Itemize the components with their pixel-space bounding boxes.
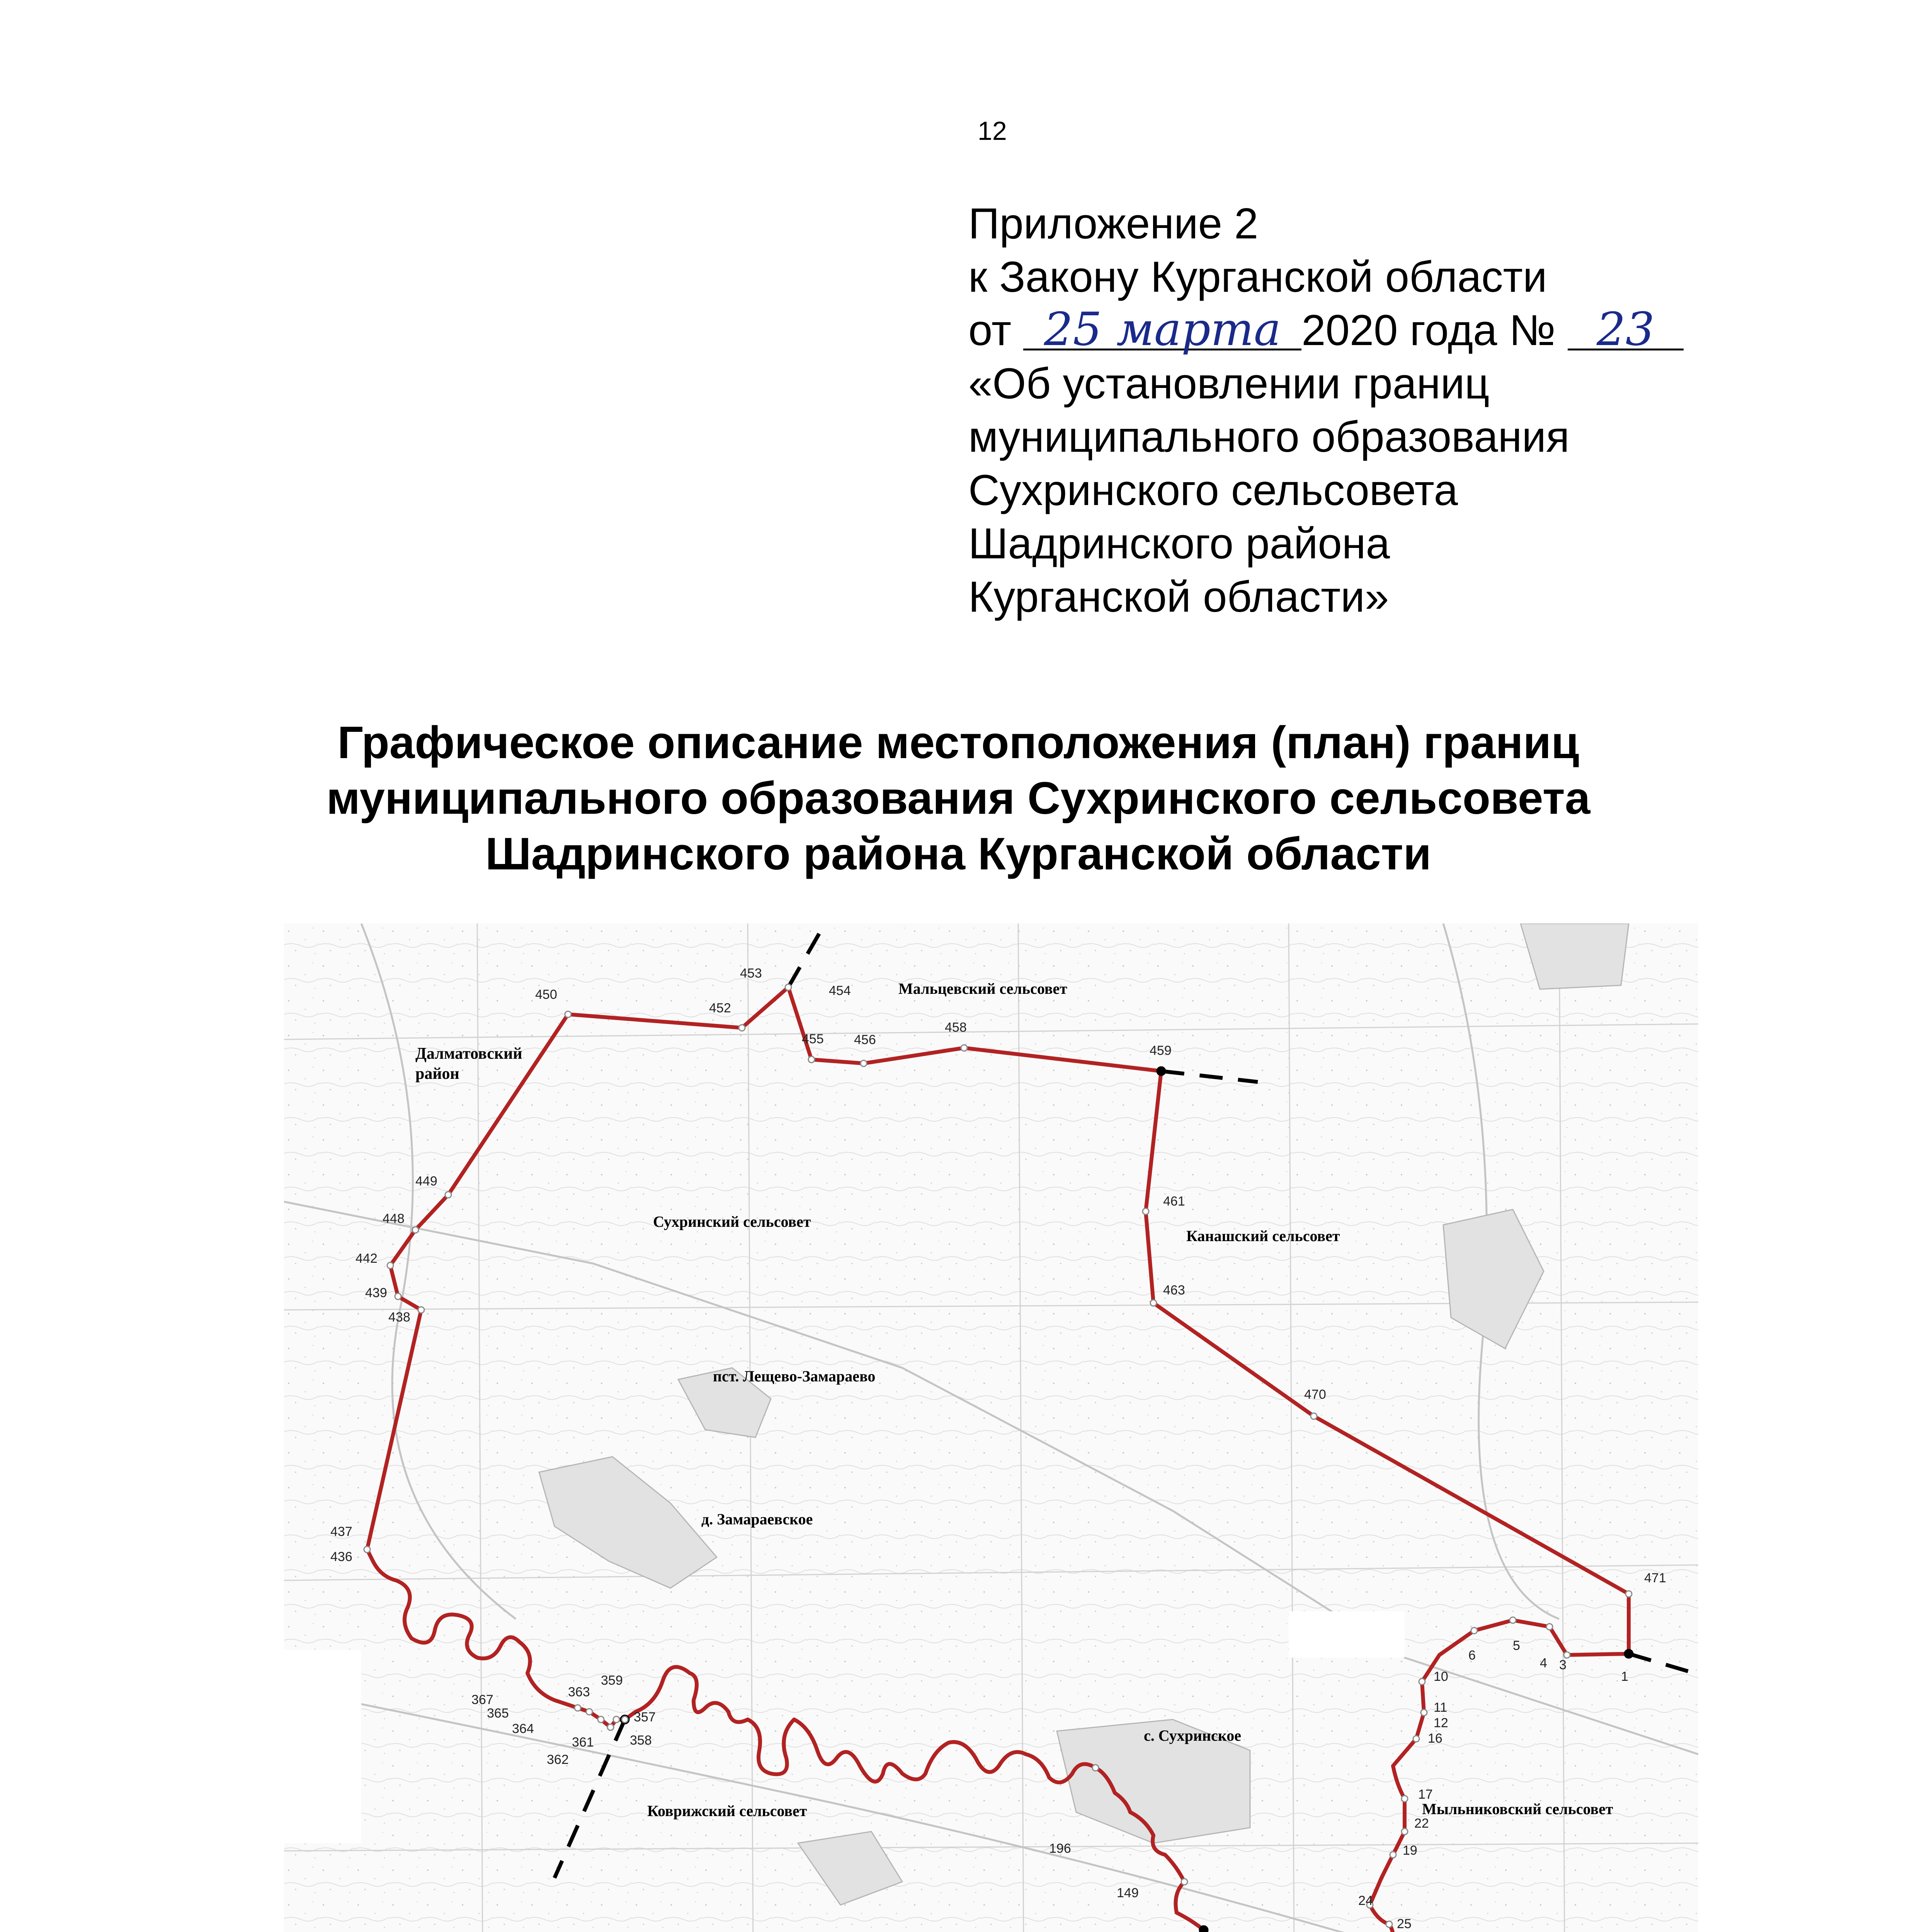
point-label-448: 448 bbox=[383, 1211, 405, 1226]
turn-point-455 bbox=[808, 1056, 815, 1063]
turn-point-367 bbox=[575, 1705, 581, 1711]
point-label-3: 3 bbox=[1559, 1658, 1567, 1672]
boundary-map bbox=[284, 923, 1698, 1932]
point-label-358: 358 bbox=[630, 1733, 652, 1748]
point-label-453: 453 bbox=[740, 966, 762, 981]
point-label-438: 438 bbox=[388, 1310, 410, 1325]
label-kovrizhsky: Коврижский сельсовет bbox=[647, 1802, 807, 1820]
turn-point-358 bbox=[622, 1716, 628, 1723]
point-label-6: 6 bbox=[1468, 1648, 1476, 1663]
label-myltnikovsky: Мыльниковский сельсовет bbox=[1422, 1800, 1613, 1818]
point-label-463: 463 bbox=[1163, 1283, 1185, 1298]
appendix-date-prefix: от bbox=[968, 306, 1012, 354]
point-label-361: 361 bbox=[572, 1735, 594, 1750]
turn-point-196 bbox=[1092, 1765, 1099, 1771]
turn-point-470 bbox=[1311, 1413, 1317, 1419]
handwritten-date: 25 марта bbox=[1023, 310, 1301, 350]
turn-point-450 bbox=[565, 1011, 571, 1017]
turn-point-6 bbox=[1471, 1628, 1477, 1634]
page-number: 12 bbox=[978, 116, 1007, 146]
node-point-459 bbox=[1157, 1067, 1165, 1075]
point-label-17: 17 bbox=[1418, 1787, 1433, 1802]
turn-point-438 bbox=[418, 1307, 424, 1313]
appendix-line-1: Приложение 2 bbox=[968, 199, 1259, 248]
point-label-10: 10 bbox=[1434, 1669, 1448, 1684]
point-label-363: 363 bbox=[568, 1685, 590, 1699]
appendix-line-8: Курганской области» bbox=[968, 573, 1389, 621]
point-label-452: 452 bbox=[709, 1001, 731, 1015]
point-label-458: 458 bbox=[945, 1020, 967, 1035]
point-label-16: 16 bbox=[1428, 1731, 1442, 1746]
point-label-437: 437 bbox=[330, 1524, 352, 1539]
turn-point-365 bbox=[586, 1709, 592, 1715]
appendix-line-5: муниципального образования bbox=[968, 413, 1570, 461]
turn-point-458 bbox=[961, 1045, 967, 1051]
turn-point-456 bbox=[861, 1060, 867, 1066]
turn-point-3 bbox=[1564, 1652, 1570, 1658]
point-label-455: 455 bbox=[802, 1032, 824, 1046]
point-label-1: 1 bbox=[1621, 1669, 1628, 1684]
point-label-149: 149 bbox=[1117, 1886, 1139, 1900]
point-label-367: 367 bbox=[471, 1692, 493, 1707]
turn-point-149 bbox=[1181, 1879, 1187, 1885]
title-line-3: Шадринского района Курганской области bbox=[485, 828, 1431, 879]
label-dalmatovsky-1: Далматовский bbox=[415, 1045, 522, 1063]
turn-point-25 bbox=[1386, 1921, 1392, 1927]
turn-point-453 bbox=[785, 984, 791, 990]
point-label-19: 19 bbox=[1403, 1843, 1417, 1858]
point-label-470: 470 bbox=[1304, 1387, 1326, 1402]
point-label-359: 359 bbox=[601, 1673, 623, 1688]
label-dalmatovsky-2: район bbox=[415, 1065, 459, 1083]
label-sukhrinskoe: с. Сухринское bbox=[1144, 1727, 1242, 1744]
point-label-365: 365 bbox=[487, 1706, 509, 1721]
point-label-471: 471 bbox=[1644, 1571, 1666, 1585]
label-zamaraevskoe: д. Замараевское bbox=[701, 1510, 813, 1528]
document-title bbox=[216, 715, 1700, 882]
label-kanashsky: Канашский сельсовет bbox=[1186, 1227, 1340, 1245]
point-label-12: 12 bbox=[1434, 1716, 1448, 1730]
turn-point-12 bbox=[1421, 1709, 1427, 1716]
turn-point-436 bbox=[364, 1546, 370, 1553]
appendix-block bbox=[968, 197, 1818, 624]
turn-point-359 bbox=[613, 1716, 619, 1723]
turn-point-362 bbox=[607, 1724, 614, 1730]
turn-point-471 bbox=[1626, 1591, 1632, 1597]
label-leshchevo: пст. Лещево-Замараево bbox=[713, 1367, 876, 1385]
appendix-line-3 bbox=[968, 304, 1818, 357]
point-label-459: 459 bbox=[1150, 1043, 1172, 1058]
title-line-2: муниципального образования Сухринского сельсовета bbox=[326, 773, 1590, 824]
point-label-22: 22 bbox=[1414, 1816, 1429, 1831]
turn-point-364 bbox=[598, 1716, 604, 1723]
point-label-436: 436 bbox=[330, 1549, 352, 1564]
appendix-line-7: Шадринского района bbox=[968, 519, 1390, 568]
point-label-25: 25 bbox=[1397, 1917, 1412, 1931]
appendix-line-2: к Закону Курганской области bbox=[968, 253, 1547, 301]
turn-point-442 bbox=[387, 1262, 393, 1269]
point-label-461: 461 bbox=[1163, 1194, 1185, 1209]
turn-point-4 bbox=[1546, 1624, 1553, 1630]
turn-point-452 bbox=[739, 1025, 745, 1031]
turn-point-19 bbox=[1390, 1852, 1396, 1858]
label-sukhrinsky: Сухринский сельсовет bbox=[653, 1213, 811, 1230]
point-label-456: 456 bbox=[854, 1032, 876, 1047]
point-label-24: 24 bbox=[1358, 1893, 1373, 1908]
point-label-450: 450 bbox=[535, 987, 557, 1002]
node-point-1 bbox=[1624, 1650, 1633, 1658]
node-point-140 bbox=[1199, 1926, 1208, 1932]
turn-point-448 bbox=[412, 1227, 418, 1233]
point-label-4: 4 bbox=[1540, 1656, 1547, 1670]
turn-point-463 bbox=[1150, 1300, 1157, 1306]
turn-point-439 bbox=[395, 1293, 401, 1299]
appendix-line-4: «Об установлении границ bbox=[968, 359, 1490, 408]
point-label-442: 442 bbox=[356, 1251, 378, 1266]
title-line-1: Графическое описание местоположения (план) границ bbox=[337, 717, 1579, 768]
turn-point-22 bbox=[1402, 1828, 1408, 1835]
label-maltsevsky: Мальцевский сельсовет bbox=[898, 980, 1067, 997]
appendix-year: 2020 года № bbox=[1301, 306, 1556, 354]
point-label-449: 449 bbox=[415, 1174, 437, 1189]
point-label-364: 364 bbox=[512, 1721, 534, 1736]
turn-point-461 bbox=[1143, 1208, 1149, 1214]
point-label-196: 196 bbox=[1049, 1841, 1071, 1856]
appendix-line-6: Сухринского сельсовета bbox=[968, 466, 1458, 514]
handwritten-number: 23 bbox=[1568, 310, 1684, 350]
point-label-362: 362 bbox=[547, 1752, 569, 1767]
point-label-5: 5 bbox=[1513, 1638, 1520, 1653]
turn-point-449 bbox=[445, 1192, 451, 1198]
point-label-11: 11 bbox=[1434, 1700, 1448, 1715]
turn-point-5 bbox=[1510, 1617, 1516, 1623]
turn-point-17 bbox=[1402, 1796, 1408, 1802]
turn-point-16 bbox=[1413, 1736, 1419, 1742]
point-label-454: 454 bbox=[829, 983, 851, 998]
point-label-357: 357 bbox=[634, 1710, 656, 1725]
turn-point-10 bbox=[1419, 1679, 1425, 1685]
map-background bbox=[284, 923, 1698, 1932]
point-label-439: 439 bbox=[365, 1286, 387, 1300]
